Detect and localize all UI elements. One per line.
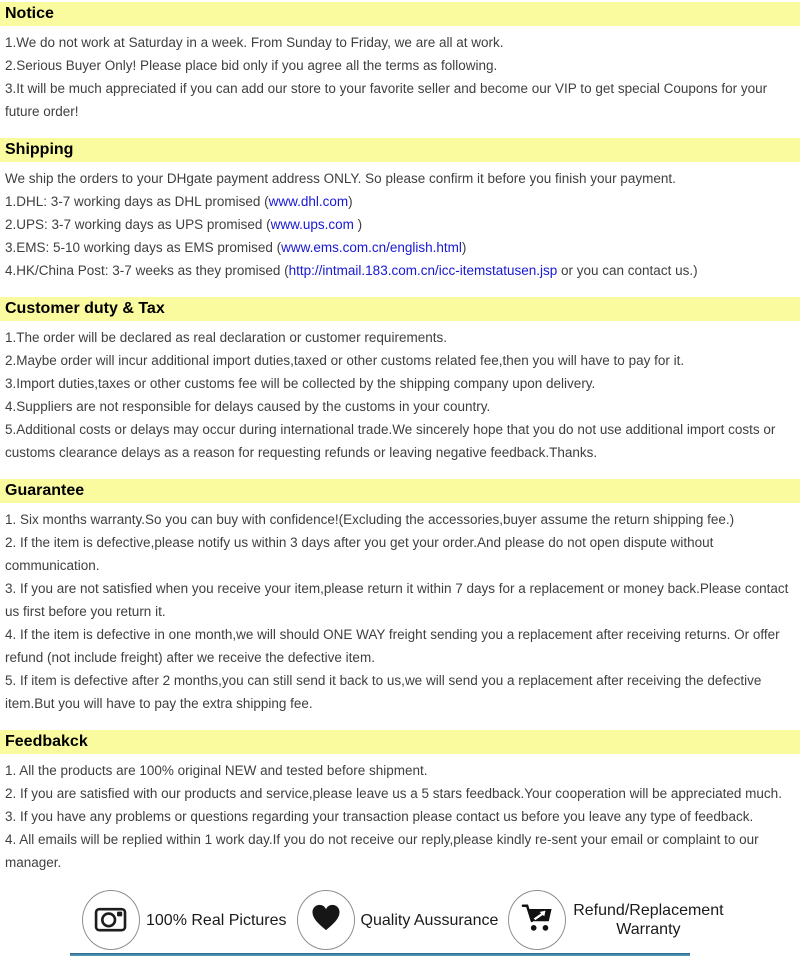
shipping-item-text: 4.HK/China Post: 3-7 weeks as they promised ( xyxy=(5,263,289,278)
badge-circle xyxy=(508,890,566,950)
section-body-guarantee xyxy=(0,503,800,715)
notice-item: 2.Serious Buyer Only! Please place bid only if you agree all the terms as following. xyxy=(5,58,498,73)
shipping-item-text: 2.UPS: 3-7 working days as UPS promised ( xyxy=(5,217,271,232)
guarantee-item: 4. If the item is defective in one month,we will should ONE WAY freight sending you a replacement after receiving returns. Or offer refund (not include freight) after we receive the defective item. xyxy=(5,627,780,665)
shipping-item-hkpost xyxy=(5,259,795,282)
customs-item: 1.The order will be declared as real declaration or customer requirements. xyxy=(5,330,447,345)
section-shipping xyxy=(0,138,800,282)
badge-label: Quality Aussurance xyxy=(360,911,499,929)
section-body-customs xyxy=(0,321,800,464)
badge-label: 100% Real Pictures xyxy=(146,911,287,929)
china-post-link[interactable]: http://intmail.183.com.cn/icc-itemstatusen.jsp xyxy=(288,263,558,278)
notice-item: 3.It will be much appreciated if you can add our store to your favorite seller and become our VIP to get special Coupons for your future order! xyxy=(5,81,768,119)
shipping-item-text: ) xyxy=(353,217,363,232)
section-body-notice xyxy=(0,26,800,123)
section-body-feedback xyxy=(0,754,800,874)
section-notice xyxy=(0,2,800,123)
heart-icon xyxy=(310,903,342,937)
notice-item: 1.We do not work at Saturday in a week. From Sunday to Friday, we are all at work. xyxy=(5,35,504,50)
shipping-item-text: ) xyxy=(461,240,467,255)
cart-icon xyxy=(520,902,554,939)
feedback-item: 3. If you have any problems or questions regarding your transaction please contact us before you leave any type of feedback. xyxy=(5,809,754,824)
section-guarantee xyxy=(0,479,800,715)
section-title-guarantee: Guarantee xyxy=(0,479,800,503)
section-body-shipping xyxy=(0,162,800,282)
trust-badges xyxy=(0,889,800,956)
dhl-link[interactable]: www.dhl.com xyxy=(268,194,349,209)
shipping-intro: We ship the orders to your DHgate payment address ONLY. So please confirm it before you finish your payment. xyxy=(5,171,676,186)
feedback-item: 4. All emails will be replied within 1 work day.If you do not receive our reply,please kindly re-sent your email or complaint to our manager. xyxy=(5,832,759,870)
bottom-divider xyxy=(70,953,690,956)
section-title-customs: Customer duty & Tax xyxy=(0,297,800,321)
feedback-item: 1. All the products are 100% original NEW and tested before shipment. xyxy=(5,763,428,778)
customs-item: 5.Additional costs or delays may occur during international trade.We sincerely hope that you do not use additional import costs or customs clearance delays as a reason for requesting refunds or leaving negative feedback.Thanks. xyxy=(5,422,776,460)
section-title-shipping: Shipping xyxy=(0,138,800,162)
guarantee-item: 2. If the item is defective,please notify us within 3 days after you get your order.And please do not open dispute without communication. xyxy=(5,535,714,573)
shipping-item-ups xyxy=(5,213,795,236)
shipping-item-text: ) xyxy=(348,194,353,209)
shipping-item-text: 1.DHL: 3-7 working days as DHL promised ( xyxy=(5,194,269,209)
badge-circle xyxy=(82,890,140,950)
customs-item: 2.Maybe order will incur additional import duties,taxed or other customs related fee,then you will have to pay for it. xyxy=(5,353,685,368)
section-customs xyxy=(0,297,800,464)
section-feedback xyxy=(0,730,800,874)
guarantee-item: 1. Six months warranty.So you can buy with confidence!(Excluding the accessories,buyer assume the return shipping fee.) xyxy=(5,512,735,527)
ems-link[interactable]: www.ems.com.cn/english.html xyxy=(281,240,462,255)
guarantee-item: 3. If you are not satisfied when you receive your item,please return it within 7 days for a replacement or money back.Please contact us first before you return it. xyxy=(5,581,789,619)
section-title-feedback: Feedbakck xyxy=(0,730,800,754)
customs-item: 3.Import duties,taxes or other customs fee will be collected by the shipping company upon delivery. xyxy=(5,376,596,391)
camera-icon xyxy=(94,904,128,937)
badge-circle xyxy=(297,890,355,950)
shipping-item-text: 3.EMS: 5-10 working days as EMS promised ( xyxy=(5,240,282,255)
shipping-item-ems xyxy=(5,236,795,259)
shipping-item-text: or you can contact us.) xyxy=(557,263,698,278)
customs-item: 4.Suppliers are not responsible for delays caused by the customs in your country. xyxy=(5,399,491,414)
badge-quality-assurance xyxy=(297,890,499,950)
guarantee-item: 5. If item is defective after 2 months,you can still send it back to us,we will send you a replacement after receiving the defective item.But you will have to pay the extra shipping fee. xyxy=(5,673,762,711)
badge-refund-warranty xyxy=(508,890,724,950)
section-title-notice: Notice xyxy=(0,2,800,26)
shipping-item-dhl xyxy=(5,190,795,213)
badge-label: Refund/Replacement Warranty xyxy=(573,902,724,938)
badge-real-pictures xyxy=(82,890,287,950)
feedback-item: 2. If you are satisfied with our products and service,please leave us a 5 stars feedback.Your cooperation will be appreciated much. xyxy=(5,786,782,801)
ups-link[interactable]: www.ups.com xyxy=(270,217,354,232)
